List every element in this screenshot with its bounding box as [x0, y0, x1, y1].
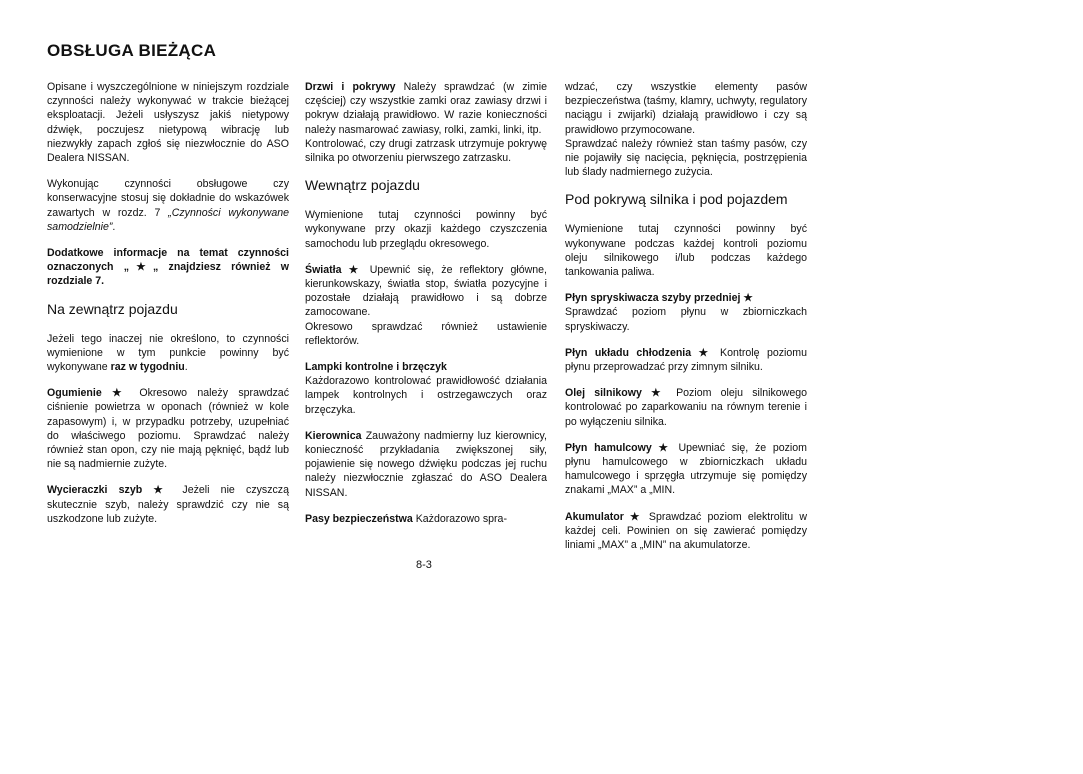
doors-label: Drzwi i pokrywy	[305, 81, 396, 93]
outside-intro-end: .	[184, 361, 188, 374]
seat-belts-label: Pasy bezpieczeństwa	[305, 512, 413, 525]
outside-intro-text: Jeżeli tego inaczej nie określono, to czynności wymienione w tym punkcie powinny być wykonywane	[47, 332, 289, 374]
weekly-frequency: raz w tygodniu	[110, 361, 185, 374]
steering-item	[305, 429, 547, 500]
steering-label: Kierownica	[305, 429, 362, 442]
warning-lamps-item	[305, 360, 547, 417]
washer-fluid-label: Płyn spryskiwacza szyby przedniej ★	[565, 292, 753, 305]
battery-label: Akumulator ★	[565, 510, 643, 523]
intro-paragraph: Opisane i wyszczególnione w niniejszym rozdziale czynności należy wykonywać w trakcie bieżącej eksploatacji. Jeżeli usłyszysz jakiś nietypowy dźwięk, poczujesz nietypową wibrację lub niezwykły zapach zgłoś się niezwłocznie do ASO Dealera NISSAN.	[47, 81, 289, 165]
seat-belts-item	[305, 512, 547, 526]
engine-oil-text: Poziom oleju silnikowego kontrolować po zaparkowaniu na równym terenie i po wyłączeniu silnika.	[565, 387, 807, 428]
seat-belts-continued: wdzać, czy wszystkie elementy pasów bezpieczeństwa (taśmy, klamry, uchwyty, regulatory naciągu i zwijarki) działają prawidłowo i czy są prawidłowo przymocowane.	[565, 81, 807, 136]
washer-fluid-text: Sprawdzać poziom płynu w zbiorniczkach spryskiwaczy.	[565, 306, 807, 333]
headlight-aim-note: Okresowo sprawdzać również ustawienie reflektorów.	[305, 320, 547, 347]
heading-outside-vehicle: Na zewnątrz pojazdu	[47, 300, 178, 317]
warning-lamps-label: Lampki kontrolne i brzęczyk	[305, 361, 447, 374]
column-2	[305, 80, 547, 538]
battery-text: Sprawdzać poziom elektrolitu w każdej celi. Powinien on się zawierać pomiędzy liniami „MAX” a „MIN” na akumulatorze.	[565, 510, 807, 552]
tires-text: Okresowo należy sprawdzać ciśnienie powietrza w oponach (również w kole zapasowym) i, w przypadku potrzeby, uzupełniać do właściwego poziomu. Sprawdzać należy również stan opon, czy nie mają pęknięć, bądź lub nie są nadmiernie zużyte.	[47, 387, 289, 471]
wipers-label: Wycieraczki szyb ★	[47, 484, 172, 497]
wipers-text: Jeżeli nie czyszczą skutecznie szyb, należy sprawdzić czy nie są uszkodzone lub zużyte.	[47, 484, 289, 525]
doors-item	[305, 80, 547, 137]
brake-fluid-label: Płyn hamulcowy ★	[565, 441, 672, 454]
heading-inside-vehicle: Wewnątrz pojazdu	[305, 177, 420, 194]
doors-latch-note: Kontrolować, czy drugi zatrzask utrzymuje pokrywę silnika po otworzeniu pierwszego zatrzasku.	[305, 137, 547, 165]
column-3	[565, 80, 807, 564]
warning-lamps-text: Każdorazowo kontrolować prawidłowość działania lampek kontrolnych i ostrzegawczych oraz brzęczyka.	[305, 375, 547, 416]
battery-item	[565, 510, 807, 553]
chapter-reference: „Czynności wykonywane samodzielnie”	[47, 206, 289, 233]
brake-fluid-text: Upewniać się, że poziom płynu hamulcowego w zbiorniczkach układu hamulcowego i sprzęgła utrzymuje się pomiędzy znakami „MAX” a „MIN.	[565, 441, 807, 497]
outside-intro	[47, 332, 289, 375]
page-title: OBSŁUGA BIEŻĄCA	[47, 41, 217, 60]
page-number: 8-3	[416, 559, 432, 571]
wipers-item	[47, 483, 289, 526]
tires-item	[47, 386, 289, 471]
doors-text: Należy sprawdzać (w zimie częściej) czy wszystkie zamki oraz zawiasy drzwi i pokryw działają prawidłowo. W razie konieczności należy nasmarować zawiasy, rolki, zamki, linki, itp.	[305, 81, 547, 136]
coolant-label: Płyn układu chłodzenia ★	[565, 346, 713, 359]
maintenance-note-end: .	[112, 220, 116, 233]
star-info-note: Dodatkowe informacje na temat czynności oznaczonych „★„ znajdziesz również w rozdziale 7.	[47, 247, 289, 288]
coolant-item	[565, 346, 807, 374]
inside-intro: Wymienione tutaj czynności powinny być wykonywane przy okazji każdego czyszczenia samochodu lub przeglądu okresowego.	[305, 209, 547, 250]
lights-item	[305, 263, 547, 320]
seat-belts-text: Każdorazowo spra-	[412, 512, 507, 525]
maintenance-note	[47, 177, 289, 234]
tires-label: Ogumienie ★	[47, 387, 129, 400]
coolant-text: Kontrolę poziomu płynu przeprowadzać przy zimnym silniku.	[565, 346, 807, 374]
column-1	[47, 80, 289, 538]
engine-oil-item	[565, 386, 807, 429]
engine-oil-label: Olej silnikowy ★	[565, 387, 667, 400]
heading-under-hood: Pod pokrywą silnika i pod pojazdem	[565, 191, 788, 208]
washer-fluid-item	[565, 291, 807, 334]
lights-label: Światła ★	[305, 263, 363, 276]
maintenance-note-text: Wykonując czynności obsługowe czy konserwacyjne stosuj się dokładnie do wskazówek zawartych w rozdz. 7	[47, 178, 289, 219]
seat-belts-webbing-note: Sprawdzać należy również stan taśmy pasów, czy nie pojawiły się nacięcia, pęknięcia, postrzępienia lub ślady nadmiernego zużycia.	[565, 137, 807, 179]
steering-text: Zauważony nadmierny luz kierownicy, konieczność przykładania zwiększonej siły, pojawienie się nowego dźwięku podczas jej ruchu należy niezwłocznie zgłaszać do ASO Dealera NISSAN.	[305, 429, 547, 499]
lights-text: Upewnić się, że reflektory główne, kierunkowskazy, światła stop, światła pozycyjne i pozostałe działają prawidłowo i są dobrze zamocowane.	[305, 263, 547, 319]
brake-fluid-item	[565, 441, 807, 498]
under-hood-intro: Wymienione tutaj czynności powinny być wykonywane podczas każdej kontroli poziomu oleju silnikowego i/lub podczas każdego tankowania paliwa.	[565, 223, 807, 279]
